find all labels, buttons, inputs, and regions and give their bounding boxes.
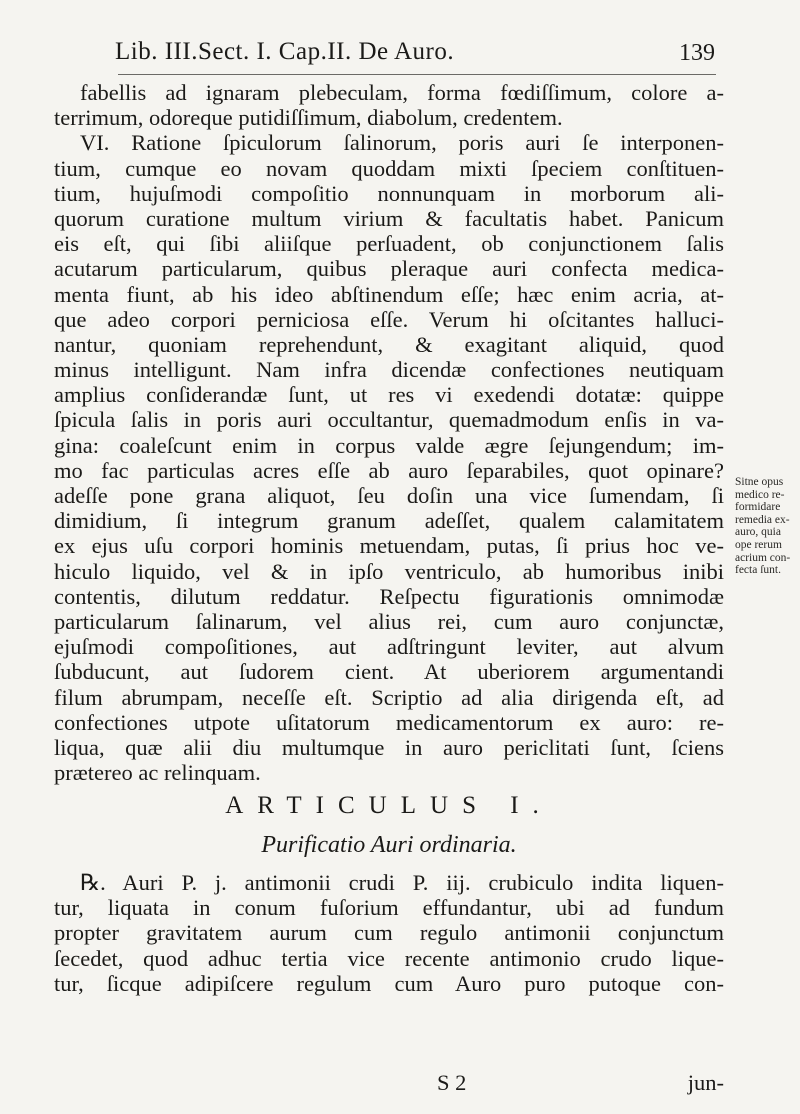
- text-line: prætereo ac relinquam.: [54, 760, 261, 786]
- article-heading: ARTICULUS I.: [225, 792, 553, 819]
- marginal-note-line: ope rerum: [735, 538, 782, 551]
- text-line: particularum ſalinarum, vel alius rei, cum auro conjunctæ,: [54, 608, 724, 634]
- text-line: mo fac particulas acres eſſe ab auro ſeparabiles, quot opinare?: [54, 457, 724, 483]
- text-line: confectiones utpote uſitatorum medicamentorum ex auro: re-: [54, 709, 724, 735]
- article-subheading: Purificatio Auri ordinaria.: [261, 832, 517, 858]
- running-head: [115, 38, 715, 78]
- text-line: gina: coaleſcunt enim in corpus valde ægre ſejungendum; im-: [54, 432, 724, 458]
- text-line: tium, hujuſmodi compoſitio nonnunquam in morborum ali-: [54, 180, 724, 206]
- recipe-line: propter gravitatem aurum cum regulo antimonii conjunctum: [54, 920, 724, 946]
- marginal-note-line: fecta ſunt.: [735, 564, 781, 577]
- text-line: amplius conſiderandæ ſunt, ut res vi exedendi dotatæ: quippe: [54, 382, 724, 408]
- text-line: ejuſmodi compoſitiones, aut adſtringunt leviter, aut alvum: [54, 634, 724, 660]
- text-line: filum abrumpam, neceſſe eſt. Scriptio ad alia dirigenda eſt, ad: [54, 684, 724, 710]
- text-line: nantur, quoniam reprehendunt, & exagitant aliquid, quod: [54, 331, 724, 357]
- running-head-title: Lib. III.Sect. I. Cap.II. De Auro.: [115, 38, 455, 65]
- text-line: menta fiunt, ab his ideo abſtinendum eſſe; hæc enim acria, at-: [54, 281, 724, 307]
- recipe-line: tur, ſicque adipiſcere regulum cum Auro puro putoque con-: [54, 970, 724, 996]
- marginal-note-line: auro, quia: [735, 526, 781, 539]
- text-line: quorum curatione multum virium & facultatis habet. Panicum: [54, 205, 724, 231]
- text-line: ſpicula ſalis in poris auri occultantur, quemadmodum enſis in va-: [54, 407, 724, 433]
- text-line: dimidium, ſi integrum granum adeſſet, qualem calamitatem: [54, 508, 724, 534]
- marginal-note-line: formidare: [735, 501, 781, 514]
- text-line: fabellis ad ignaram plebeculam, forma fœdiſſimum, colore a-: [80, 80, 724, 105]
- marginal-note-line: Sitne opus: [735, 476, 784, 488]
- text-line: eis eſt, qui ſibi aliiſque perſuadent, ob conjunctionem ſalis: [54, 231, 724, 257]
- marginal-note-line: remedia ex-: [735, 513, 790, 526]
- text-line: minus intelligunt. Nam infra dicendæ confectiones neutiquam: [54, 357, 724, 383]
- recipe-text: [54, 870, 724, 996]
- catchword: jun-: [687, 1070, 724, 1095]
- text-line: adeſſe pone grana aliquot, ſeu doſin una vice ſumendam, ſi: [54, 483, 724, 508]
- body-text: [54, 80, 724, 785]
- text-line: ex ejus uſu corpori hominis metuendam, putas, ſi prius hoc ve-: [54, 533, 724, 559]
- text-line: contentis, dilutum reddatur. Reſpectu figurationis omnimodæ: [54, 583, 724, 609]
- text-line: acutarum particularum, quibus pleraque auri confecta medica-: [54, 256, 724, 282]
- text-line: hiculo liquido, vel & in ipſo ventriculo, ab humoribus inibi: [54, 558, 724, 584]
- page-footer: [54, 1070, 724, 1100]
- marginal-note: [735, 476, 799, 577]
- text-line: tium, cumque eo novam quoddam mixti ſpeciem conſtituen-: [54, 155, 724, 181]
- page-number: 139: [679, 40, 715, 66]
- text-line: ſubducunt, aut ſudorem cient. At uberiorem argumentandi: [54, 659, 724, 685]
- marginal-note-line: acrium con-: [735, 551, 791, 564]
- text-line: VI. Ratione ſpiculorum ſalinorum, poris auri ſe interponen-: [80, 130, 724, 156]
- signature-mark: S 2: [437, 1070, 467, 1095]
- text-line: que adeo corpori perniciosa eſſe. Verum hi oſcitantes halluci-: [54, 306, 724, 332]
- header-rule: [118, 74, 716, 75]
- text-line: liqua, quæ alii diu multumque in auro periclitati ſunt, ſciens: [54, 734, 724, 760]
- marginal-note-line: medico re-: [735, 488, 785, 501]
- recipe-line: ſecedet, quod adhuc tertia vice recente antimonio crudo lique-: [54, 945, 724, 971]
- text-line: terrimum, odoreque putidiſſimum, diabolum, credentem.: [54, 105, 563, 131]
- recipe-line: ℞. Auri P. j. antimonii crudi P. iij. crubiculo indita liquen-: [80, 870, 724, 895]
- recipe-line: tur, liquata in conum fuſorium effundantur, ubi ad fundum: [54, 895, 724, 921]
